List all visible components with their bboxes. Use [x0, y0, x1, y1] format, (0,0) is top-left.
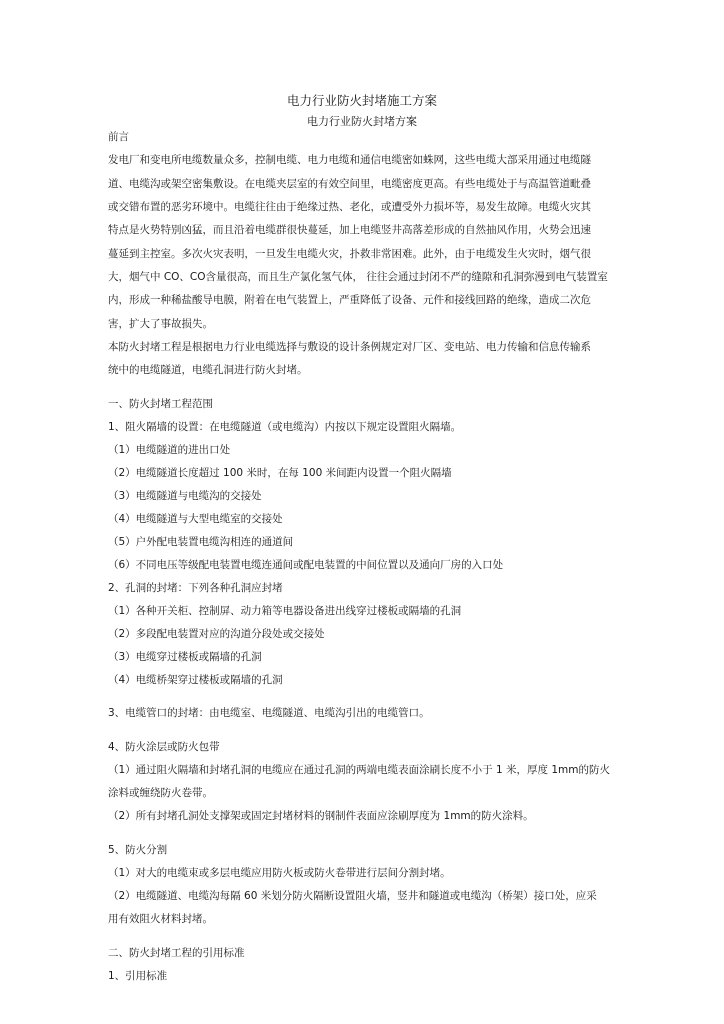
list-item: （2）电缆隧道、电缆沟每隔 60 米划分防火隔断设置阻火墙，竖井和隧道或电缆沟（桥架）接口处，应采: [108, 890, 597, 902]
paragraph-line: 或交错布置的恶劣环境中。电缆往往由于绝缘过热、老化，或遭受外力损坏等，易发生故障。电缆火灾其: [108, 201, 591, 213]
subsection-heading: 3、电缆管口的封堵：由电缆室、电缆隧道、电缆沟引出的电缆管口。: [108, 707, 430, 719]
list-item: （2）多段配电装置对应的沟道分段处或交接处: [108, 628, 325, 640]
paragraph-line: 统中的电缆隧道，电缆孔洞进行防火封堵。: [108, 364, 308, 376]
section-heading: 二、防火封堵工程的引用标准: [108, 947, 245, 959]
section-heading: 一、防火封堵工程范围: [108, 398, 213, 410]
list-item: （1）对大的电缆束或多层电缆应用防火板或防火卷带进行层间分割封堵。: [108, 867, 451, 879]
list-item: （3）电缆穿过楼板或隔墙的孔洞: [108, 651, 262, 663]
subsection-heading: 1、引用标准: [108, 970, 168, 982]
subsection-heading: 4、防火涂层或防火包带: [108, 741, 220, 753]
list-item: （2）电缆隧道长度超过 100 米时，在每 100 米间距内设置一个阻火隔墙: [108, 467, 452, 479]
list-item: （1）通过阻火隔墙和封堵孔洞的电缆应在通过孔洞的两端电缆表面涂刷长度不小于 1 米，厚度 1mm的防火: [108, 764, 611, 776]
paragraph-line: 道、电缆沟或架空密集敷设。在电缆夹层室的有效空间里，电缆密度更高。有些电缆处于与高温管道毗叠: [108, 178, 591, 190]
list-item: （2）所有封堵孔洞处支撑架或固定封堵材料的钢制件表面应涂刷厚度为 1mm的防火涂料。: [108, 810, 534, 822]
paragraph-line: 涂料或缠绕防火卷带。: [108, 787, 213, 799]
list-item: （3）电缆隧道与电缆沟的交接处: [108, 490, 262, 502]
subsection-heading: 2、孔洞的封堵：下列各种孔洞应封堵: [108, 582, 283, 594]
paragraph-line: 特点是火势特别凶猛，而且沿着电缆群很快蔓延，加上电缆竖井高落差形成的自然抽风作用，火势会迅速: [108, 224, 591, 236]
paragraph-line: 内，形成一种稀盐酸导电膜，附着在电气装置上，严重降低了设备、元件和接线回路的绝缘，造成二次危: [108, 294, 591, 306]
paragraph-line: 蔓延到主控室。多次火灾表明，一旦发生电缆火灾，扑救非常困难。此外，由于电缆发生火灾时，烟气很: [108, 248, 591, 260]
list-item: （4）电缆隧道与大型电缆室的交接处: [108, 513, 283, 525]
paragraph-line: 发电厂和变电所电缆数量众多，控制电缆、电力电缆和通信电缆密如蛛网，这些电缆大部采用通过电缆隧: [108, 154, 591, 166]
paragraph-line: 本防火封堵工程是根据电力行业电缆选择与敷设的设计条例规定对厂区、变电站、电力传输和信息传输系: [108, 341, 591, 353]
document-subtitle: 电力行业防火封堵方案: [307, 115, 417, 128]
preface-heading: 前言: [108, 131, 129, 143]
subsection-heading: 5、防火分割: [108, 844, 168, 856]
list-item: （1）各种开关柜、控制屏、动力箱等电器设备进出线穿过楼板或隔墙的孔洞: [108, 605, 462, 617]
paragraph-line: 用有效阻火材料封堵。: [108, 913, 213, 925]
list-item: （4）电缆桥架穿过楼板或隔墙的孔洞: [108, 674, 283, 686]
list-item: （1）电缆隧道的进出口处: [108, 444, 231, 456]
list-item: （6）不同电压等级配电装置电缆连通间或配电装置的中间位置以及通向厂房的入口处: [108, 559, 504, 571]
list-item: （5）户外配电装置电缆沟相连的通道间: [108, 536, 294, 548]
paragraph-line: 大，烟气中 CO、CO含量很高，而且生产氯化氢气体， 往往会通过封闭不严的缝隙和孔洞弥漫到电气装置室: [108, 271, 608, 283]
document-title: 电力行业防火封堵施工方案: [286, 93, 437, 108]
paragraph-line: 害，扩大了事故损失。: [108, 318, 213, 330]
subsection-heading: 1、阻火隔墙的设置：在电缆隧道（或电缆沟）内按以下规定设置阻火隔墙。: [108, 421, 462, 433]
